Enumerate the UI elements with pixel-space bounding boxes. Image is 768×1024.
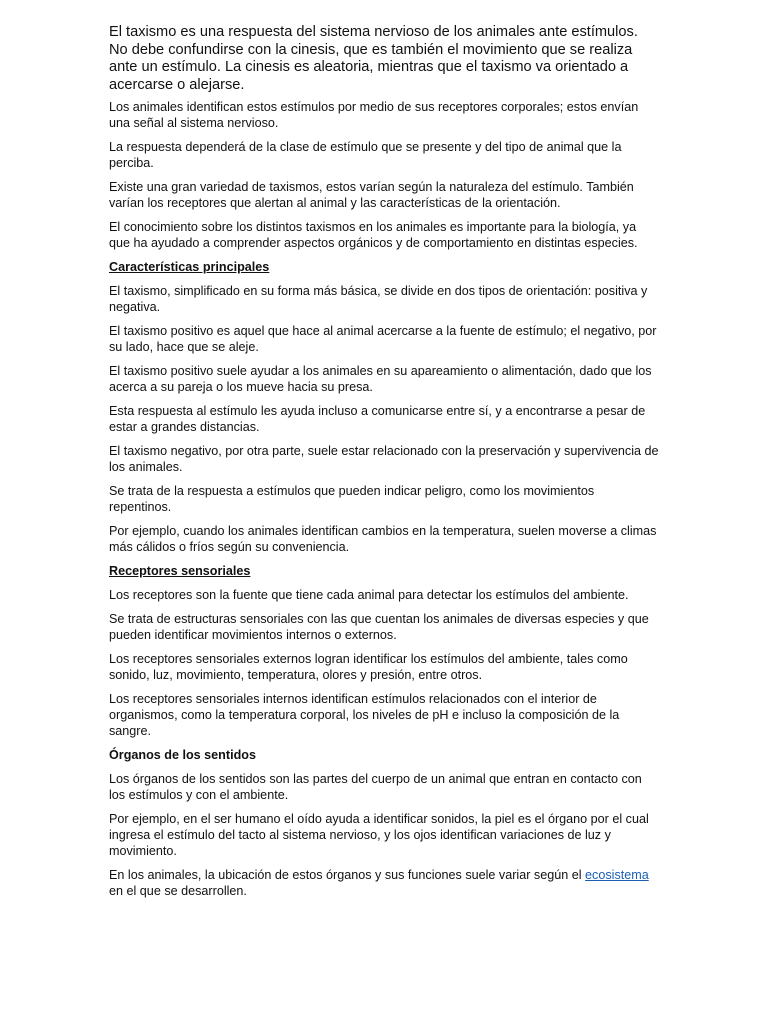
paragraph: Los receptores sensoriales internos identifican estímulos relacionados con el interior de organismos, como la temperatura corporal, los niveles de pH e incluso la composición de la sangre. <box>109 692 620 738</box>
paragraph: La respuesta dependerá de la clase de estímulo que se presente y del tipo de animal que la perciba. <box>109 139 622 170</box>
paragraph: El taxismo negativo, por otra parte, suele estar relacionado con la preservación y supervivencia de los animales. <box>109 444 659 474</box>
ecosistema-link[interactable]: ecosistema <box>585 868 649 883</box>
paragraph: El taxismo positivo es aquel que hace al animal acercarse a la fuente de estímulo; el negativo, por su lado, hace que se aleje. <box>109 324 657 354</box>
intro-paragraph: El taxismo es una respuesta del sistema nervioso de los animales ante estímulos. No debe confundirse con la cinesis, que es también el movimiento que se realiza ante un estímulo. La cinesis es aleatoria, mientras que el taxismo va orientado a acercarse o alejarse. <box>109 24 638 93</box>
paragraph: Existe una gran variedad de taxismos, estos varían según la naturaleza del estímulo. También varían los receptores que alertan al animal y las características de la orientación. <box>109 179 634 210</box>
paragraph: Los animales identifican estos estímulos por medio de sus receptores corporales; estos envían una señal al sistema nervioso. <box>109 100 639 130</box>
paragraph: El conocimiento sobre los distintos taxismos en los animales es importante para la biología, ya que ha ayudado a comprender aspectos orgánicos y de comportamiento en distintas especies. <box>109 219 638 250</box>
section-heading-caracteristicas: Características principales <box>109 259 270 274</box>
paragraph-with-link <box>109 868 659 900</box>
document-page <box>109 24 659 908</box>
paragraph: Se trata de la respuesta a estímulos que pueden indicar peligro, como los movimientos repentinos. <box>109 484 595 514</box>
section-heading-receptores: Receptores sensoriales <box>109 564 251 579</box>
paragraph: Los órganos de los sentidos son las partes del cuerpo de un animal que entran en contacto con los estímulos y con el ambiente. <box>109 772 642 803</box>
paragraph: El taxismo positivo suele ayudar a los animales en su apareamiento o alimentación, dado que los acerca a su pareja o los mueve hacia su presa. <box>109 364 652 394</box>
paragraph: Los receptores sensoriales externos logran identificar los estímulos del ambiente, tales como sonido, luz, movimiento, temperatura, olores y presión, entre otros. <box>109 652 628 683</box>
paragraph: Por ejemplo, cuando los animales identifican cambios en la temperatura, suelen moverse a climas más cálidos o fríos según su conveniencia. <box>109 524 657 554</box>
section-heading-organos: Órganos de los sentidos <box>109 748 256 763</box>
paragraph: Esta respuesta al estímulo les ayuda incluso a comunicarse entre sí, y a encontrarse a pesar de estar a grandes distancias. <box>109 404 646 434</box>
paragraph: El taxismo, simplificado en su forma más básica, se divide en dos tipos de orientación: positiva y negativa. <box>109 284 648 314</box>
paragraph: Los receptores son la fuente que tiene cada animal para detectar los estímulos del ambiente. <box>109 588 629 603</box>
paragraph-text: en el que se desarrollen. <box>109 883 247 898</box>
paragraph: Se trata de estructuras sensoriales con las que cuentan los animales de diversas especies y que pueden identificar movimientos internos o externos. <box>109 612 649 643</box>
paragraph-text: En los animales, la ubicación de estos órganos y sus funciones suele variar según el <box>109 868 586 883</box>
paragraph: Por ejemplo, en el ser humano el oído ayuda a identificar sonidos, la piel es el órgano por el cual ingresa el estímulo del tacto al sistema nervioso, y los ojos identifican variaciones de luz y movimiento. <box>109 812 649 858</box>
